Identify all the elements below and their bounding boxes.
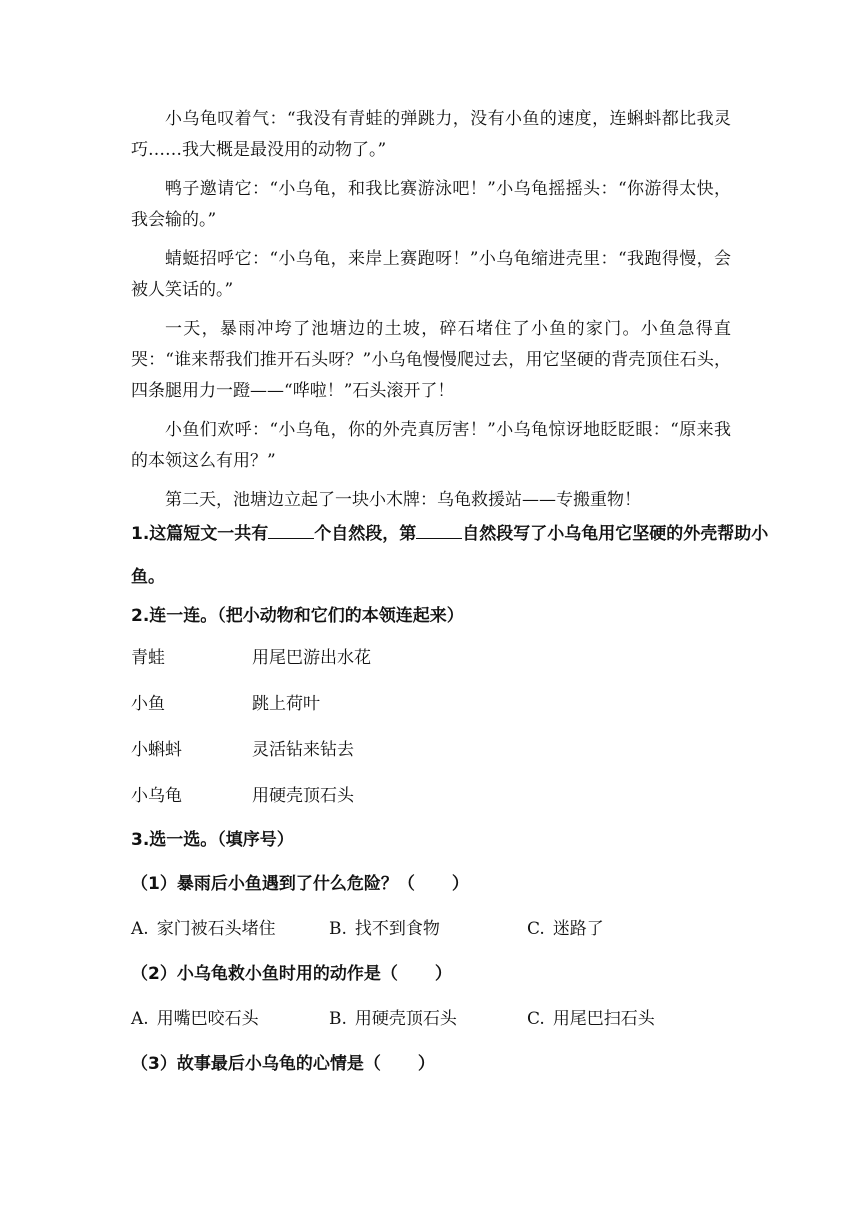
question-1-part-2: 个自然段，第 [314, 524, 417, 544]
story-paragraph-2: 鸭子邀请它：“小乌龟，和我比赛游泳吧！”小乌龟摇摇头：“你游得太快，我会输的。” [131, 179, 731, 230]
question-1 [131, 513, 771, 599]
option-text: 找不到食物 [354, 919, 440, 939]
question-3-title: 3.选一选。（填序号） [131, 830, 294, 850]
story-text [131, 104, 731, 524]
option-letter: B. [329, 919, 347, 939]
sub-question-1 [131, 873, 771, 895]
match-skill[interactable]: 跳上荷叶 [252, 694, 320, 714]
question-2-title: 2.连一连。（把小动物和它们的本领连起来） [131, 606, 464, 626]
option-b[interactable] [329, 918, 527, 940]
option-a[interactable] [131, 1008, 329, 1030]
answer-blank-paragraph-count[interactable] [268, 519, 314, 539]
option-letter: A. [131, 1009, 149, 1029]
match-row [131, 693, 771, 739]
option-text: 迷路了 [552, 919, 604, 939]
match-row [131, 647, 771, 693]
match-row [131, 785, 771, 831]
sub-question-2-text: （2）小乌龟救小鱼时用的动作是（ [131, 964, 398, 984]
story-paragraph-1: 小乌龟叹着气：“我没有青蛙的弹跳力，没有小鱼的速度，连蝌蚪都比我灵巧……我大概是最没用的动物了。” [131, 109, 731, 160]
sub-question-2-close: ） [434, 964, 452, 984]
sub-question-1-close: ） [451, 874, 469, 894]
story-paragraph-4: 一天，暴雨冲垮了池塘边的土坡，碎石堵住了小鱼的家门。小鱼急得直哭：“谁来帮我们推开石头呀？”小乌龟慢慢爬过去，用它坚硬的背壳顶住石头，四条腿用力一蹬——“哗啦！”石头滚开了！ [131, 319, 731, 401]
match-skill[interactable]: 灵活钻来钻去 [252, 740, 354, 760]
match-animal[interactable]: 青蛙 [131, 648, 165, 668]
sub-question-3-text: （3）故事最后小乌龟的心情是（ [131, 1054, 381, 1074]
question-1-part-1: 1.这篇短文一共有 [131, 524, 269, 544]
answer-blank-paragraph-number[interactable] [416, 519, 462, 539]
options-row-2 [131, 1008, 771, 1030]
option-text: 用硬壳顶石头 [354, 1009, 457, 1029]
option-letter: C. [527, 1009, 545, 1029]
option-text: 用嘴巴咬石头 [156, 1009, 259, 1029]
match-animal[interactable]: 小鱼 [131, 694, 165, 714]
story-paragraph-5: 小鱼们欢呼：“小乌龟，你的外壳真厉害！”小乌龟惊讶地眨眨眼：“原来我的本领这么有用？” [131, 420, 731, 471]
story-paragraph-3: 蜻蜓招呼它：“小乌龟，来岸上赛跑呀！”小乌龟缩进壳里：“我跑得慢，会被人笑话的。” [131, 249, 731, 300]
question-1-part-3: 自然段写了小乌龟用它坚硬的外壳帮助小鱼。 [131, 524, 769, 587]
option-c[interactable] [527, 1008, 725, 1030]
sub-question-3 [131, 1053, 771, 1075]
match-skill[interactable]: 用尾巴游出水花 [252, 648, 371, 668]
sub-question-3-close: ） [417, 1054, 435, 1074]
match-animal[interactable]: 小蝌蚪 [131, 740, 182, 760]
option-text: 用尾巴扫石头 [552, 1009, 655, 1029]
option-letter: B. [329, 1009, 347, 1029]
option-a[interactable] [131, 918, 329, 940]
option-letter: C. [527, 919, 545, 939]
match-animal[interactable]: 小乌龟 [131, 786, 182, 806]
option-b[interactable] [329, 1008, 527, 1030]
option-text: 家门被石头堵住 [156, 919, 276, 939]
sub-question-1-text: （1）暴雨后小鱼遇到了什么危险？（ [131, 874, 415, 894]
match-row [131, 739, 771, 785]
match-skill[interactable]: 用硬壳顶石头 [252, 786, 354, 806]
story-paragraph-6: 第二天，池塘边立起了一块小木牌：乌龟救援站——专搬重物！ [165, 490, 641, 510]
option-letter: A. [131, 919, 149, 939]
questions-section [131, 513, 771, 1098]
option-c[interactable] [527, 918, 725, 940]
options-row-1 [131, 918, 771, 940]
sub-question-2 [131, 963, 771, 985]
